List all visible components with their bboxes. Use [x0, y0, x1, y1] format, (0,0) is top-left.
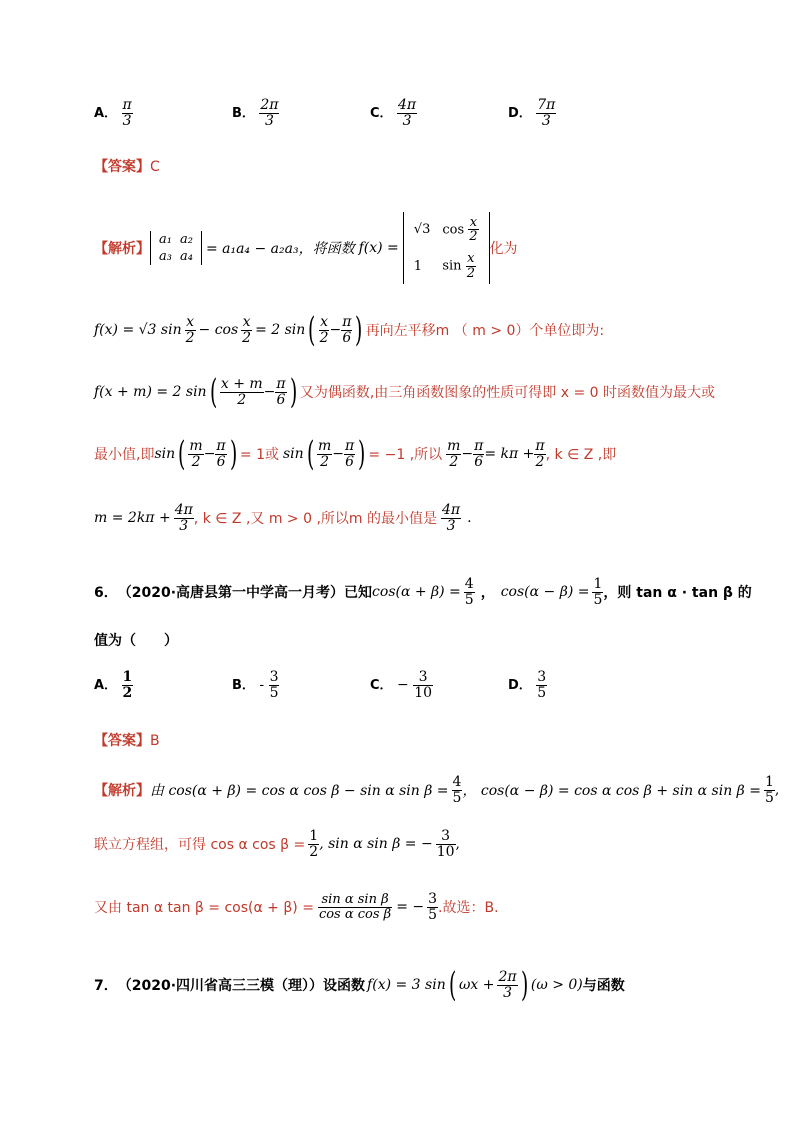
option-label: A．: [94, 678, 118, 694]
fx-label: f(x) =: [358, 240, 399, 256]
k-text: , k ∈ Z ,即: [545, 447, 617, 463]
system-text: 联立方程组，可得 cos α cos β =: [94, 837, 306, 853]
eq-text: = kπ +: [484, 446, 535, 462]
m-formula: m = 2kπ +: [94, 510, 171, 526]
option-label: C．: [370, 106, 393, 122]
option-label: A．: [94, 106, 118, 122]
question-number: 6．: [94, 585, 118, 601]
sin-product: , sin α sin β = −: [319, 836, 433, 852]
choose-text: .故选：B.: [438, 900, 499, 916]
or-text: = 1或: [239, 447, 279, 463]
min-text: 最小值,即: [94, 447, 155, 463]
q5-analysis-line3: f(x + m) = 2 sin ( $\frac{x + m}{2}$ − $\frac{\pi}{6}$ ) 又为偶函数,由三角函数图象的性质可得即 x = 0 时函数值为最大或: [94, 372, 716, 412]
fraction: $\frac{7\pi}{3}$: [537, 97, 556, 129]
formula-2: ， cos(α − β) = cos α cos β + sin α sin β =: [462, 783, 761, 799]
fraction: $\frac{2\pi}{3}$: [260, 97, 279, 129]
omega-condition: (ω > 0): [530, 977, 583, 993]
q6-option-d: [508, 670, 547, 700]
question-source: （2020·高唐县第一中学高一月考）已知: [117, 585, 373, 601]
question-tail: 与函数: [582, 978, 625, 994]
minus-sign: −: [397, 677, 409, 694]
answer-tag: 【答案】: [94, 159, 150, 175]
period: .: [467, 510, 472, 526]
q5-analysis-line5: m = 2kπ + $\frac{4\pi}{3}$ , k ∈ Z ,又 m > 0 ,所以m 的最小值是 $\frac{4\pi}{3}$ .: [94, 501, 472, 534]
formula-1: 由 cos(α + β) = cos α cos β − sin α sin β =: [150, 783, 449, 799]
determinant-definition: a₁ a₂ a₃ a₄: [150, 231, 202, 265]
min-value-text: , k ∈ Z ,又 m > 0 ,所以m 的最小值是: [193, 511, 438, 527]
q7-stem: 7． （2020·四川省高三三模（理））设函数 f(x) = 3 sin ( ωx + $\frac{2\pi}{3}$ ) (ω > 0) 与函数: [94, 965, 625, 1005]
q5-option-a: [94, 98, 133, 128]
equals-minus: = −: [396, 899, 425, 915]
answer-value: C: [150, 159, 160, 175]
question-ask: ，则 tan α · tan β 的: [603, 585, 752, 601]
option-label: B．: [232, 678, 255, 694]
q6-analysis-line1: 【解析】 由 cos(α + β) = cos α cos β − sin α sin β = $\frac{4}{5}$ ， cos(α − β) = cos α cos β + sin α sin β = $\frac{1}{5}$ ,: [94, 773, 780, 806]
det-rhs: = a₁a₄ − a₂a₃，将函数: [205, 241, 355, 257]
fraction: $\frac{4\pi}{3}$: [398, 97, 417, 129]
convert-text: 化为: [489, 241, 518, 257]
comma: ,: [455, 836, 460, 852]
fraction: $\frac{3}{10}$: [414, 669, 433, 701]
fraction: $\frac{1}{2}$: [122, 669, 133, 701]
option-label: B．: [232, 106, 255, 122]
q5-analysis-line4: 最小值,即 sin ( $\frac{m}{2}$ − $\frac{\pi}{6}$ ) = 1或 sin ( $\frac{m}{2}$ − $\frac{\pi}{6}$ ) = −1 ,所以 $\frac{m}{2}$ − $\frac{\pi}{6}$ = kπ + $\frac{\pi}{2}$ , k ∈ Z ,即: [94, 434, 617, 474]
shift-text: 再向左平移m （ m > 0）个单位即为:: [365, 323, 605, 339]
question-source: （2020·四川省高三三模（理））设函数: [117, 978, 366, 994]
tan-formula: 又由 tan α tan β = cos(α + β) =: [94, 900, 314, 916]
function-def: f(x) = 3 sin: [367, 977, 446, 993]
condition-2: cos(α − β) =: [500, 584, 590, 600]
so-text: = −1 ,所以: [368, 447, 443, 463]
minus-sign: -: [259, 677, 265, 694]
analysis-tag: 【解析】: [94, 241, 150, 257]
comma: ,: [774, 782, 780, 798]
q5-analysis-line2: f(x) = √3 sin $\frac{x}{2}$ − cos $\frac{x}{2}$ = 2 sin ( $\frac{x}{2}$ − $\frac{\pi}{6}$ ) 再向左平移m （ m > 0）个单位即为:: [94, 310, 605, 350]
q6-stem-line2: 值为（ ）: [94, 633, 178, 649]
option-label: C．: [370, 678, 393, 694]
fraction: $\frac{\pi}{3}$: [122, 97, 132, 129]
q5-analysis-line1: [94, 206, 518, 290]
condition-1: cos(α + β) =: [372, 584, 461, 600]
option-label: D．: [508, 678, 532, 694]
q6-option-c: [370, 670, 433, 700]
determinant-function: √3 cos $\frac{x}{2}$ 1 sin $\frac{x}{2}$: [403, 212, 490, 285]
q5-option-d: [508, 98, 556, 128]
q6-option-b: [232, 670, 279, 700]
q6-analysis-line3: 又由 tan α tan β = cos(α + β) = $\frac{\text{sin α sin β}}{\text{cos α cos β}}$ = − $\frac{3}{5}$ .故选：B.: [94, 890, 499, 923]
q5-answer: [94, 156, 160, 176]
answer-tag: 【答案】: [94, 733, 150, 749]
q6-answer: [94, 730, 160, 750]
question-number: 7．: [94, 978, 118, 994]
inner-expr: ωx +: [458, 977, 495, 993]
q5-option-b: [232, 98, 279, 128]
q6-analysis-line2: 联立方程组，可得 cos α cos β = $\frac{1}{2}$ , sin α sin β = − $\frac{3}{10}$ ,: [94, 827, 460, 860]
even-function-text: 又为偶函数,由三角函数图象的性质可得即 x = 0 时函数值为最大或: [299, 385, 716, 401]
answer-value: B: [150, 733, 160, 749]
option-label: D．: [508, 106, 532, 122]
q6-stem: 6． （2020·高唐县第一中学高一月考）已知 cos(α + β) = $\frac{4}{5}$ ， cos(α − β) = $\frac{1}{5}$ ，则 tan α · tan β 的: [94, 575, 752, 608]
fraction: $\frac{3}{5}$: [269, 669, 279, 701]
fraction: $\frac{3}{5}$: [537, 669, 547, 701]
q5-option-c: [370, 98, 417, 128]
analysis-tag: 【解析】: [94, 783, 150, 799]
q6-option-a: [94, 670, 133, 700]
